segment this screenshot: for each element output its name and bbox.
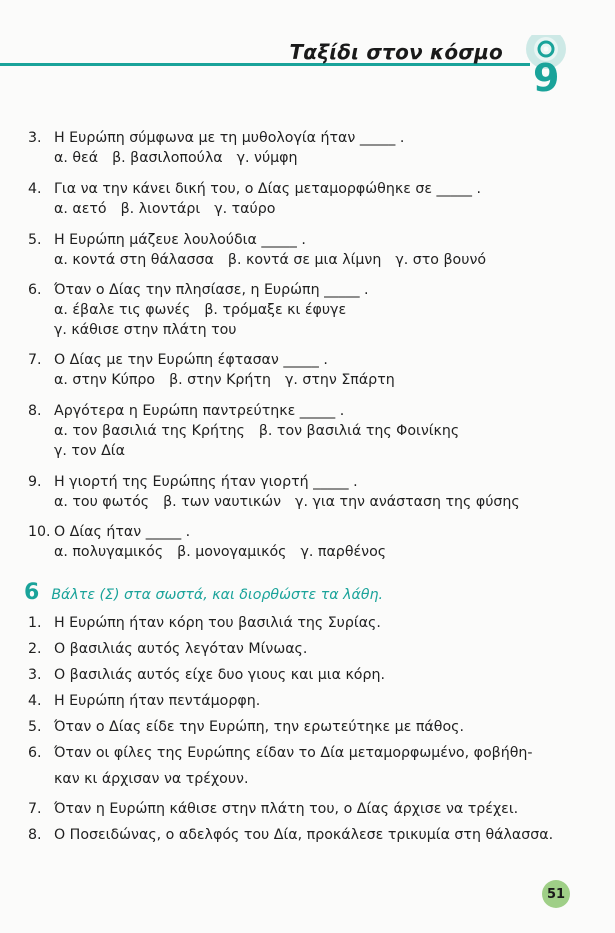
question-5: 5. Η Ευρώπη μάζευε λουλούδια _____ . α. κοντά στη θάλασσα β. κοντά σε μια λίμνη γ. στο βουνό (28, 232, 487, 268)
question-7: 7. Ο Δίας με την Ευρώπη έφτασαν _____ . α. στην Κύπρο β. στην Κρήτη γ. στην Σπάρτη (28, 352, 395, 388)
statement-5: 5. Όταν ο Δίας είδε την Ευρώπη, την ερωτεύτηκε με πάθος. (28, 719, 464, 735)
statement-8: 8. Ο Ποσειδώνας, ο αδελφός του Δία, προκάλεσε τρικυμία στη θάλασσα. (28, 827, 554, 843)
statement-7: 7. Όταν η Ευρώπη κάθισε στην πλάτη του, ο Δίας άρχισε να τρέχει. (28, 801, 519, 817)
question-3: 3. Η Ευρώπη σύμφωνα με τη μυθολογία ήταν _____ . α. θεά β. βασιλοπούλα γ. νύμφη (28, 130, 405, 166)
exercise-instruction: Βάλτε (Σ) στα σωστά, και διορθώστε τα λάθη. (51, 587, 384, 603)
question-4: 4. Για να την κάνει δική του, ο Δίας μεταμορφώθηκε σε _____ . α. αετό β. λιοντάρι γ. ταύρο (28, 181, 482, 217)
statement-6: 6. Όταν οι φίλες της Ευρώπης είδαν το Δία μεταμορφωμένο, φοβήθη- καν κι άρχισαν να τρέχουν. (28, 745, 533, 787)
question-9: 9. Η γιορτή της Ευρώπης ήταν γιορτή _____ . α. του φωτός β. των ναυτικών γ. για την ανάσταση της φύσης (28, 474, 520, 510)
statement-3: 3. Ο βασιλιάς αυτός είχε δυο γιους και μια κόρη. (28, 667, 385, 683)
question-6: 6. Όταν ο Δίας την πλησίασε, η Ευρώπη _____ . α. έβαλε τις φωνές β. τρόμαξε κι έφυγε γ. κάθισε στην πλάτη του (28, 282, 369, 338)
chapter-number: 9 (533, 56, 560, 100)
page-title: Ταξίδι στον κόσμο (289, 40, 503, 64)
page-number: 51 (542, 880, 570, 908)
question-8: 8. Αργότερα η Ευρώπη παντρεύτηκε _____ . α. τον βασιλιά της Κρήτης β. τον βασιλιά της Φοινίκης γ. τον Δία (28, 403, 460, 459)
statement-4: 4. Η Ευρώπη ήταν πεντάμορφη. (28, 693, 261, 709)
question-10: 10. Ο Δίας ήταν _____ . α. πολυγαμικός β. μονογαμικός γ. παρθένος (28, 524, 387, 560)
exercise-heading (24, 580, 383, 605)
exercise-number: 6 (24, 580, 40, 605)
statement-2: 2. Ο βασιλιάς αυτός λεγόταν Μίνωας. (28, 641, 308, 657)
statement-1: 1. Η Ευρώπη ήταν κόρη του βασιλιά της Συρίας. (28, 615, 381, 631)
